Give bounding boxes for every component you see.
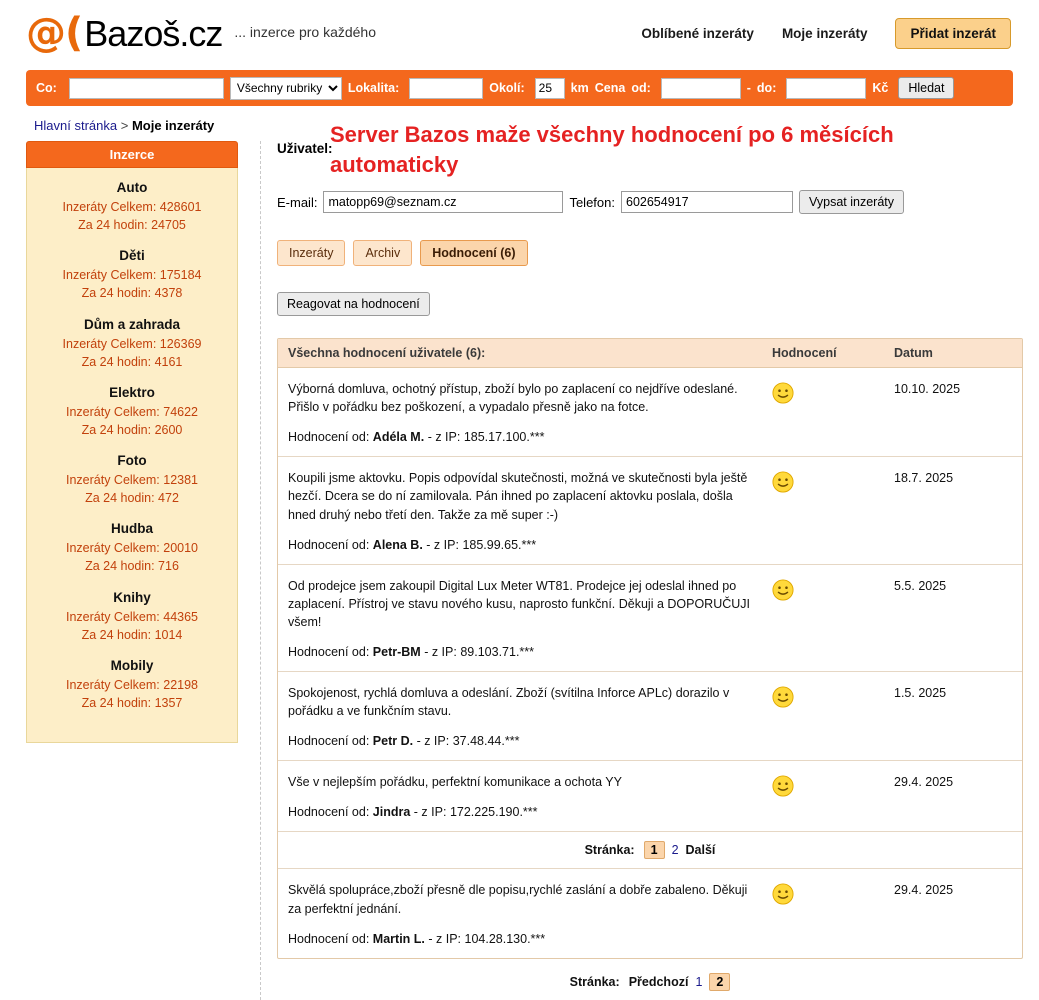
- email-label: E-mail:: [277, 194, 318, 210]
- rating-body: Od prodejce jsem zakoupil Digital Lux Meter WT81. Prodejce jej odeslal ihned po zaplacení. Přístroj ve stavu nového kusu, naprosto funkční. Děkuji a DOPORUČUJI všem!: [288, 578, 751, 629]
- pager-page-2[interactable]: 2: [671, 843, 679, 858]
- add-ad-button[interactable]: Přidat inzerát: [895, 18, 1011, 49]
- rating-value-cell: [772, 881, 894, 908]
- category-total: Inzeráty Celkem: 20010: [65, 541, 198, 556]
- phone-field[interactable]: [621, 191, 793, 213]
- sidebar-item-deti[interactable]: [33, 248, 231, 302]
- table-row: [278, 565, 1022, 672]
- from-prefix: Hodnocení od:: [288, 734, 370, 749]
- rating-author: Alena B.: [372, 537, 423, 552]
- category-name: Auto: [116, 180, 148, 195]
- price-to-input[interactable]: [786, 78, 866, 99]
- rating-author: Petr-BM: [372, 645, 421, 659]
- category-name: Elektro: [109, 384, 155, 400]
- table-row: [278, 672, 1022, 761]
- price-from-input[interactable]: [661, 78, 741, 99]
- rating-author: Martin L.: [372, 931, 425, 946]
- sidebar-title: Inzerce: [26, 141, 238, 168]
- category-total: Inzeráty Celkem: 22198: [65, 677, 198, 692]
- rating-value-cell: [772, 684, 894, 711]
- category-name: Foto: [117, 453, 147, 468]
- ip-prefix: - z IP:: [426, 537, 459, 552]
- rating-date-cell: 29.4. 2025: [894, 775, 954, 790]
- list-ads-button[interactable]: Vypsat inzeráty: [799, 190, 904, 214]
- search-input[interactable]: [69, 78, 224, 99]
- logo-name: Bazoš: [84, 12, 180, 54]
- rating-text-cell: [288, 684, 772, 748]
- category-total: Inzeráty Celkem: 74622: [65, 404, 198, 419]
- search-price-label: Cena: [594, 81, 626, 95]
- search-km-label: km: [570, 81, 589, 95]
- breadcrumb-home[interactable]: Hlavní stránka: [34, 118, 118, 133]
- from-prefix: Hodnocení od:: [288, 931, 370, 946]
- rating-text-cell: [288, 881, 772, 945]
- rating-date-cell: 18.7. 2025: [894, 471, 954, 486]
- ip-prefix: - z IP:: [413, 805, 447, 820]
- table-row: [278, 869, 1022, 957]
- sidebar-item-dum-a-zahrada[interactable]: [33, 317, 231, 371]
- phone-label: Telefon:: [569, 194, 615, 210]
- category-day: Za 24 hodin: 472: [85, 491, 179, 506]
- rating-author-line: [288, 538, 758, 552]
- search-location-label: Lokalita:: [347, 81, 400, 95]
- search-radius-label: Okolí:: [489, 81, 525, 95]
- search-co-label: Co:: [36, 81, 57, 95]
- rating-author-line: [288, 645, 758, 659]
- from-prefix: Hodnocení od:: [288, 805, 370, 820]
- rating-date-cell: 10.10. 2025: [894, 382, 961, 396]
- rating-author: Jindra: [372, 805, 411, 820]
- radius-input[interactable]: [535, 78, 565, 99]
- react-button-wrapper: [277, 292, 1023, 316]
- search-bar: [26, 70, 1013, 106]
- search-submit-button[interactable]: Hledat: [898, 77, 954, 99]
- ratings-table: [277, 338, 1023, 959]
- pager-current-page: 2: [709, 973, 730, 991]
- category-name: Děti: [119, 248, 145, 264]
- rating-ip: 104.28.130.***: [464, 931, 546, 946]
- smiley-positive-icon: [772, 686, 794, 708]
- ratings-table-header: [278, 339, 1022, 368]
- tab-archiv[interactable]: Archiv: [353, 240, 412, 266]
- ratings-title: Všechna hodnocení uživatele (6):: [288, 346, 486, 360]
- category-day: Za 24 hodin: 1357: [81, 695, 183, 710]
- rating-value-cell: [772, 469, 894, 496]
- site-header: [0, 0, 1039, 68]
- col-header-rating: Hodnocení: [772, 346, 837, 360]
- smiley-positive-icon: [772, 471, 794, 493]
- rating-ip: 185.17.100.***: [463, 430, 545, 445]
- table-row: [278, 457, 1022, 564]
- sidebar-item-foto[interactable]: [33, 453, 231, 507]
- rating-text-cell: [288, 469, 772, 551]
- smiley-positive-icon: [772, 775, 794, 797]
- pager-label: Stránka:: [584, 843, 635, 858]
- rating-author: Petr D.: [372, 734, 414, 749]
- ip-prefix: - z IP:: [428, 931, 462, 946]
- rating-text-cell: [288, 577, 772, 659]
- breadcrumb-current: Moje inzeráty: [131, 118, 215, 133]
- rating-author-line: [288, 734, 758, 748]
- user-label: Uživatel:: [277, 141, 333, 156]
- sidebar-item-auto[interactable]: [33, 180, 231, 234]
- rating-body: Výborná domluva, ochotný přístup, zboží bylo po zaplacení co nejdříve odeslané. Přišlo v pořádku bez poškození, a vypadalo přesně jako na fotce.: [288, 382, 738, 415]
- smiley-positive-icon: [772, 579, 794, 601]
- from-prefix: Hodnocení od:: [288, 537, 370, 552]
- rating-value-cell: [772, 380, 894, 407]
- rating-ip: 89.103.71.***: [460, 645, 535, 659]
- rating-author-line: [288, 932, 758, 946]
- category-day: Za 24 hodin: 1014: [81, 627, 183, 642]
- category-total: Inzeráty Celkem: 428601: [62, 200, 202, 214]
- rating-author-line: [288, 805, 758, 819]
- sidebar-item-elektro[interactable]: [33, 385, 231, 439]
- notice-banner: Server Bazos maže všechny hodnocení po 6 měsících automaticky: [330, 122, 894, 177]
- tab-hodnoceni[interactable]: Hodnocení (6): [420, 240, 527, 266]
- rating-date-cell: 5.5. 2025: [894, 578, 947, 593]
- location-input[interactable]: [409, 78, 483, 99]
- react-to-rating-button[interactable]: Reagovat na hodnocení: [277, 292, 430, 316]
- sidebar-item-mobily[interactable]: [33, 658, 231, 712]
- sidebar-item-knihy[interactable]: [33, 590, 231, 644]
- tab-inzeraty[interactable]: Inzeráty: [277, 240, 345, 266]
- search-dash-label: -: [746, 81, 751, 95]
- category-total: Inzeráty Celkem: 175184: [62, 268, 202, 283]
- category-name: Hudba: [111, 521, 153, 537]
- smiley-positive-icon: [772, 883, 794, 905]
- pager-middle: [278, 832, 1022, 869]
- rating-author: Adéla M.: [372, 430, 425, 445]
- rating-ip: 37.48.44.***: [452, 734, 520, 749]
- ip-prefix: - z IP:: [424, 645, 457, 659]
- category-day: Za 24 hodin: 2600: [81, 422, 183, 437]
- ip-prefix: - z IP:: [416, 734, 450, 749]
- pager-bottom: [277, 959, 1023, 1000]
- category-day: Za 24 hodin: 716: [85, 559, 179, 574]
- from-prefix: Hodnocení od:: [288, 430, 370, 445]
- rating-ip: 172.225.190.***: [449, 805, 538, 820]
- category-total: Inzeráty Celkem: 126369: [62, 336, 202, 351]
- search-price-from-label: od:: [631, 81, 651, 95]
- header-nav: [641, 18, 1011, 49]
- pager-current-page: 1: [644, 841, 665, 859]
- category-total: Inzeráty Celkem: 44365: [65, 609, 198, 624]
- category-day: Za 24 hodin: 4378: [81, 286, 183, 301]
- ip-prefix: - z IP:: [427, 430, 461, 445]
- category-select[interactable]: [230, 77, 342, 100]
- table-row: [278, 368, 1022, 457]
- tab-bar: [277, 240, 1023, 266]
- nav-my-ads[interactable]: Moje inzeráty: [781, 26, 868, 41]
- rating-date-cell: 29.4. 2025: [894, 883, 954, 898]
- pager-next[interactable]: Další: [685, 843, 716, 858]
- nav-favorites[interactable]: Oblíbené inzeráty: [641, 26, 754, 41]
- rating-value-cell: [772, 773, 894, 800]
- breadcrumb-separator: >: [120, 118, 129, 133]
- rating-text-cell: [288, 773, 772, 819]
- search-currency-label: Kč: [872, 81, 889, 95]
- sidebar-category-list: [26, 168, 238, 743]
- site-logo[interactable]: [26, 9, 223, 56]
- from-prefix: Hodnocení od:: [288, 645, 370, 659]
- body-wrapper: [0, 141, 1039, 1000]
- table-row: [278, 761, 1022, 832]
- rating-date-cell: 1.5. 2025: [894, 686, 947, 700]
- rating-ip: 185.99.65.***: [462, 537, 537, 552]
- search-price-to-label: do:: [756, 81, 777, 95]
- category-name: Knihy: [113, 589, 151, 605]
- site-slogan: ... inzerce pro každého: [234, 23, 376, 40]
- rating-text-cell: [288, 380, 772, 444]
- pager-label: Stránka:: [569, 974, 620, 989]
- col-header-date: Datum: [894, 346, 933, 360]
- logo-tld: .cz: [179, 12, 223, 54]
- user-form: [277, 190, 1023, 214]
- rating-value-cell: [772, 577, 894, 604]
- at-logo-icon: @(: [26, 9, 83, 56]
- category-name: Dům a zahrada: [83, 316, 181, 332]
- sidebar: [26, 141, 238, 1000]
- category-total: Inzeráty Celkem: 12381: [65, 473, 198, 487]
- rating-body: Vše v nejlepším pořádku, perfektní komunikace a ochota YY: [288, 775, 622, 790]
- rating-body: Spokojenost, rychlá domluva a odeslání. Zboží (svítilna Inforce APLc) dorazilo v pořádku a ve funkčním stavu.: [288, 686, 730, 719]
- pager-prev[interactable]: Předchozí: [628, 974, 689, 989]
- category-day: Za 24 hodin: 4161: [81, 354, 183, 369]
- category-day: Za 24 hodin: 24705: [78, 218, 186, 233]
- rating-body: Skvělá spolupráce,zboží přesně dle popisu,rychlé zaslání a dobře zabaleno. Děkuji za perfektní jednání.: [288, 883, 748, 916]
- main-content: [260, 141, 1023, 1000]
- pager-page-1[interactable]: 1: [695, 974, 703, 989]
- category-name: Mobily: [110, 657, 154, 673]
- rating-author-line: [288, 430, 758, 444]
- smiley-positive-icon: [772, 382, 794, 404]
- sidebar-item-hudba[interactable]: [33, 521, 231, 575]
- rating-body: Koupili jsme aktovku. Popis odpovídal skutečnosti, možná ve skutečnosti byla ještě hezčí. Dcera se do ní zamilovala. Pán ihned po zaplacení aktovku poslala, došla hned druhý nebo třetí den. Takže za mě super :-): [288, 471, 748, 522]
- email-field[interactable]: [323, 191, 563, 213]
